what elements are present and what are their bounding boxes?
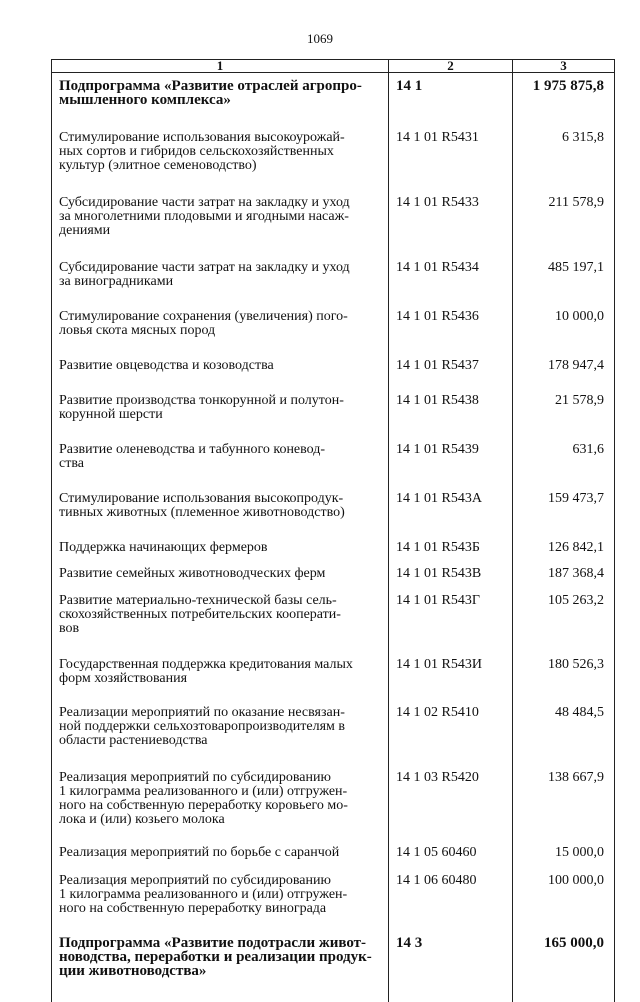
table-row <box>52 541 615 567</box>
row-name-text: Стимулирование использования высокопродук- тивных животных (племенное животноводство) <box>59 491 345 520</box>
row-code-text: 14 1 01 R5431 <box>396 130 479 145</box>
row-code <box>389 771 513 846</box>
row-code <box>389 594 513 658</box>
row-amount-text: 1 975 875,8 <box>533 78 604 94</box>
row-name <box>52 492 389 541</box>
row-amount-text: 21 578,9 <box>555 393 604 408</box>
row-amount-text: 15 000,0 <box>555 845 604 860</box>
row-name-text: Стимулирование использования высокоурожай- ных сортов и гибридов сельскохозяйственных культур (элитное семеноводство) <box>59 130 345 173</box>
row-code-text: 14 1 02 R5410 <box>396 705 479 720</box>
row-code-text: 14 1 01 R5433 <box>396 195 479 210</box>
row-code <box>389 936 513 1002</box>
row-name <box>52 706 389 771</box>
row-name-text: Государственная поддержка кредитования малых форм хозяйствования <box>59 657 353 686</box>
row-code-text: 14 1 01 R543И <box>396 657 482 672</box>
row-code <box>389 492 513 541</box>
subprogram-row <box>52 73 615 132</box>
row-amount-text: 180 526,3 <box>548 657 604 672</box>
column-header-3: 3 <box>513 60 615 73</box>
row-amount <box>513 443 615 492</box>
row-code <box>389 359 513 394</box>
subprogram-row <box>52 936 615 1002</box>
row-amount <box>513 73 615 132</box>
row-amount-text: 485 197,1 <box>548 260 604 275</box>
row-amount-text: 105 263,2 <box>548 593 604 608</box>
row-amount-text: 100 000,0 <box>548 873 604 888</box>
row-code <box>389 706 513 771</box>
row-amount <box>513 567 615 594</box>
row-name-text: Развитие производства тонкорунной и полутон- корунной шерсти <box>59 393 344 422</box>
row-name-text: Поддержка начинающих фермеров <box>59 540 268 555</box>
row-amount <box>513 594 615 658</box>
row-name-text: Субсидирование части затрат на закладку и уход за виноградниками <box>59 260 350 289</box>
row-amount <box>513 492 615 541</box>
row-amount-text: 165 000,0 <box>544 935 604 951</box>
row-amount <box>513 846 615 874</box>
row-code <box>389 73 513 132</box>
table-row <box>52 131 615 196</box>
row-name <box>52 131 389 196</box>
row-name <box>52 874 389 936</box>
row-name-text: Подпрограмма «Развитие подотрасли живот- новодства, переработки и реализации продук- ции животноводства» <box>59 935 372 979</box>
row-code-text: 14 1 05 60460 <box>396 845 477 860</box>
row-name <box>52 196 389 261</box>
table-row <box>52 359 615 394</box>
row-code <box>389 196 513 261</box>
row-code-text: 14 1 01 R5439 <box>396 442 479 457</box>
row-code <box>389 658 513 706</box>
row-code <box>389 567 513 594</box>
row-name <box>52 359 389 394</box>
row-name <box>52 261 389 310</box>
row-name <box>52 846 389 874</box>
table-row <box>52 261 615 310</box>
row-amount <box>513 936 615 1002</box>
row-code-text: 14 1 01 R5436 <box>396 309 479 324</box>
row-amount-text: 126 842,1 <box>548 540 604 555</box>
row-amount <box>513 706 615 771</box>
table-row <box>52 394 615 443</box>
row-name-text: Субсидирование части затрат на закладку и уход за многолетними плодовыми и ягодными насаж- дениями <box>59 195 350 238</box>
table-row <box>52 443 615 492</box>
row-code-text: 14 1 01 R543Б <box>396 540 480 555</box>
row-name-text: Реализация мероприятий по борьбе с саранчой <box>59 845 339 860</box>
row-code-text: 14 3 <box>396 935 422 951</box>
row-name <box>52 541 389 567</box>
row-amount <box>513 131 615 196</box>
row-code <box>389 846 513 874</box>
table-row <box>52 310 615 359</box>
row-code-text: 14 1 01 R543Г <box>396 593 480 608</box>
row-name <box>52 567 389 594</box>
row-code <box>389 261 513 310</box>
row-amount-text: 187 368,4 <box>548 566 604 581</box>
row-name-text: Развитие материально-технической базы сель- скохозяйственных потребительских кооперати- вов <box>59 593 341 636</box>
row-amount <box>513 196 615 261</box>
table-row <box>52 706 615 771</box>
row-name-text: Реализации мероприятий по оказание несвязан- ной поддержки сельхозтоваропроизводителям в области растениеводства <box>59 705 345 748</box>
table-row <box>52 594 615 658</box>
row-name <box>52 658 389 706</box>
row-amount <box>513 874 615 936</box>
row-code-text: 14 1 01 R5434 <box>396 260 479 275</box>
row-code-text: 14 1 06 60480 <box>396 873 477 888</box>
row-code-text: 14 1 01 R5437 <box>396 358 479 373</box>
page-number: 1069 <box>0 31 640 47</box>
row-name <box>52 936 389 1002</box>
row-name <box>52 594 389 658</box>
table-row <box>52 492 615 541</box>
row-name <box>52 310 389 359</box>
row-code-text: 14 1 01 R5438 <box>396 393 479 408</box>
table-row <box>52 771 615 846</box>
row-code-text: 14 1 01 R543A <box>396 491 482 506</box>
row-amount-text: 10 000,0 <box>555 309 604 324</box>
table-row <box>52 846 615 874</box>
row-code <box>389 394 513 443</box>
row-name <box>52 394 389 443</box>
table-header-row <box>52 60 615 73</box>
table-row <box>52 567 615 594</box>
table-row <box>52 196 615 261</box>
row-code <box>389 874 513 936</box>
row-code <box>389 310 513 359</box>
row-name-text: Развитие оленеводства и табунного коневод- ства <box>59 442 325 471</box>
row-amount-text: 138 667,9 <box>548 770 604 785</box>
table-body <box>52 73 615 1002</box>
row-name-text: Подпрограмма «Развитие отраслей агропро- мышленного комплекса» <box>59 78 362 108</box>
row-name-text: Стимулирование сохранения (увеличения) пого- ловья скота мясных пород <box>59 309 348 338</box>
row-amount <box>513 261 615 310</box>
row-amount-text: 159 473,7 <box>548 491 604 506</box>
row-code <box>389 443 513 492</box>
row-amount <box>513 541 615 567</box>
row-amount <box>513 310 615 359</box>
row-name-text: Развитие семейных животноводческих ферм <box>59 566 325 581</box>
row-code-text: 14 1 01 R543B <box>396 566 481 581</box>
row-amount-text: 631,6 <box>573 442 605 457</box>
row-name-text: Развитие овцеводства и козоводства <box>59 358 274 373</box>
row-code <box>389 541 513 567</box>
row-amount <box>513 394 615 443</box>
row-name-text: Реализация мероприятий по субсидированию 1 килограмма реализованного и (или) отгружен- ного на собственную переработку коровьего мо- лока и (или) козьего молока <box>59 770 348 827</box>
table-row <box>52 874 615 936</box>
row-amount-text: 48 484,5 <box>555 705 604 720</box>
row-name <box>52 771 389 846</box>
row-code <box>389 131 513 196</box>
budget-table <box>51 59 615 1002</box>
row-amount <box>513 771 615 846</box>
column-header-1: 1 <box>52 60 389 73</box>
column-header-2: 2 <box>389 60 513 73</box>
row-code-text: 14 1 <box>396 78 422 94</box>
row-code-text: 14 1 03 R5420 <box>396 770 479 785</box>
row-amount <box>513 658 615 706</box>
row-amount-text: 178 947,4 <box>548 358 604 373</box>
row-name <box>52 443 389 492</box>
row-name <box>52 73 389 132</box>
row-amount <box>513 359 615 394</box>
row-amount-text: 211 578,9 <box>549 195 604 210</box>
row-amount-text: 6 315,8 <box>562 130 604 145</box>
row-name-text: Реализация мероприятий по субсидированию 1 килограмма реализованного и (или) отгружен- ного на собственную переработку винограда <box>59 873 347 916</box>
table-row <box>52 658 615 706</box>
